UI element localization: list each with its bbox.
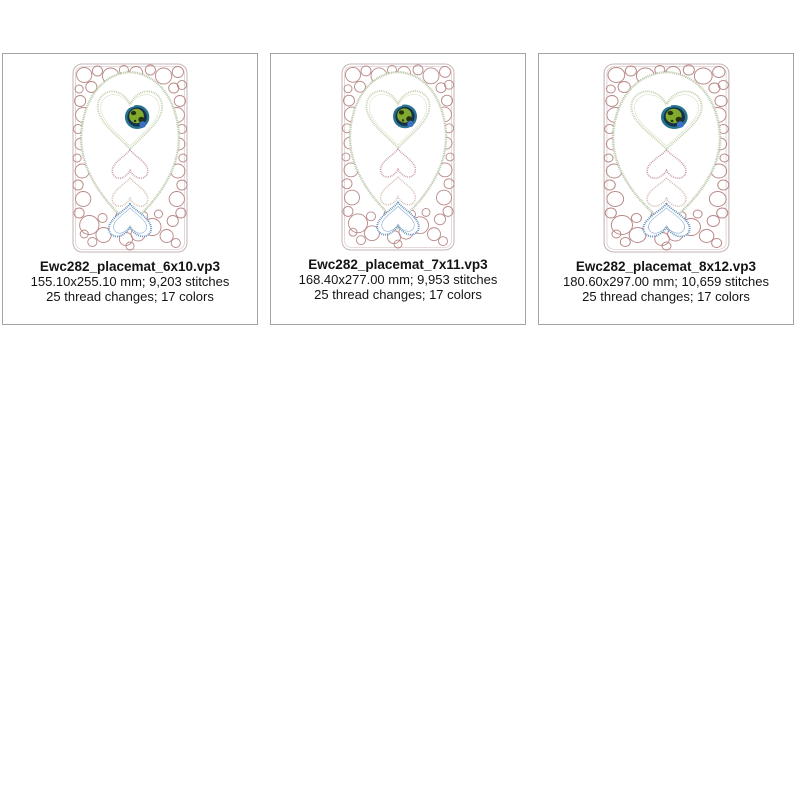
design-thread-info: 25 thread changes; 17 colors	[582, 289, 750, 304]
design-meta	[31, 259, 230, 304]
design-filename: Ewc282_placemat_7x11.vp3	[308, 257, 488, 272]
design-meta	[299, 257, 498, 302]
design-dimensions: 180.60x297.00 mm; 10,659 stitches	[563, 274, 769, 289]
design-filename: Ewc282_placemat_6x10.vp3	[39, 259, 221, 274]
design-thread-info: 25 thread changes; 17 colors	[46, 289, 214, 304]
design-thread-info: 25 thread changes; 17 colors	[314, 287, 482, 302]
design-card[interactable]	[538, 53, 794, 325]
design-dimensions: 155.10x255.10 mm; 9,203 stitches	[30, 274, 230, 289]
design-dimensions: 168.40x277.00 mm; 9,953 stitches	[298, 272, 498, 287]
design-card[interactable]	[270, 53, 526, 325]
placemat-design-thumbnail	[72, 63, 188, 253]
design-meta	[563, 259, 769, 304]
placemat-design-thumbnail	[603, 63, 730, 253]
placemat-design-thumbnail	[341, 63, 455, 251]
design-filename: Ewc282_placemat_8x12.vp3	[575, 259, 757, 274]
design-card[interactable]	[2, 53, 258, 325]
